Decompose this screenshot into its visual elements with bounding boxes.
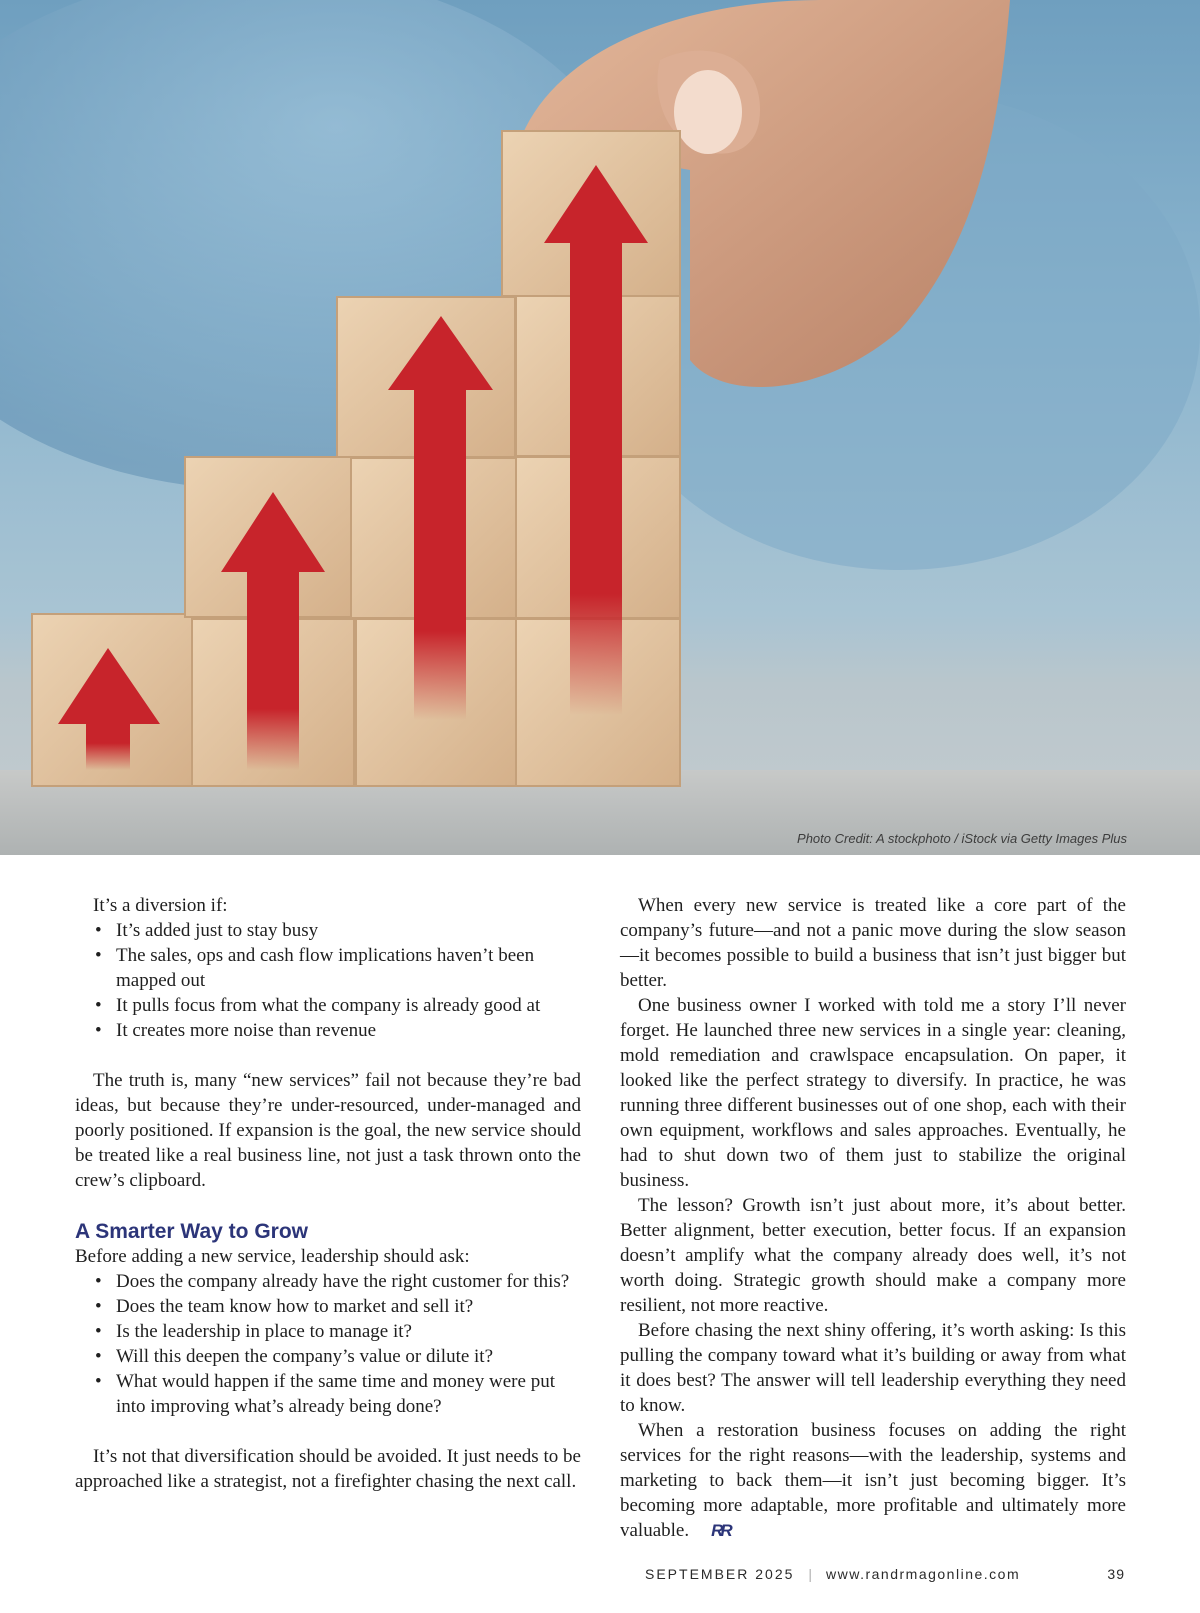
right-column — [620, 893, 1126, 1543]
rr-logo-icon: RR — [711, 1521, 730, 1540]
page-footer — [645, 1566, 1125, 1582]
left-column — [75, 893, 581, 1494]
diversion-list — [75, 918, 581, 1043]
list-item: • Does the team know how to market and sell it? — [116, 1294, 581, 1319]
block-stack-1 — [32, 614, 192, 786]
issue-date: SEPTEMBER 2025 — [645, 1566, 795, 1582]
truth-paragraph: The truth is, many “new services” fail not because they’re bad ideas, but because they’re under-resourced, under-managed and poorly positioned. If expansion is the goal, the new service should be treated like a real business line, not just a task thrown onto the crew’s clipboard. — [75, 1070, 581, 1191]
final-paragraph-text: When a restoration business focuses on adding the right services for the right reasons—with the leadership, systems and marketing to back them—it isn’t just becoming bigger. It’s becoming more adaptable, more profitable and ultimately more valuable. — [620, 1420, 1126, 1541]
body-paragraph: Before chasing the next shiny offering, it’s worth asking: Is this pulling the company toward what it’s building or away from what it does best? The answer will tell leadership everything they need to know. — [620, 1320, 1126, 1416]
block-stack-2 — [185, 457, 354, 786]
list-item: • Will this deepen the company’s value or dilute it? — [116, 1344, 581, 1369]
ask-list — [75, 1269, 581, 1419]
diversion-intro: It’s a diversion if: — [93, 895, 228, 916]
page-number: 39 — [1107, 1566, 1125, 1582]
body-paragraph: The lesson? Growth isn’t just about more, it’s about better. Better alignment, better execution, better focus. If an expansion doesn’t amplify what the company already does well, it’s not worth doing. Strategic growth should make a company more resilient, not more reactive. — [620, 1195, 1126, 1316]
block-stack-3 — [337, 297, 516, 786]
list-item: • What would happen if the same time and money were put into improving what’s already being done? — [116, 1369, 581, 1419]
list-item: • It pulls focus from what the company is already good at — [116, 993, 581, 1018]
ask-intro: Before adding a new service, leadership should ask: — [75, 1246, 470, 1267]
block-stack-4 — [502, 131, 680, 786]
list-item: • It’s added just to stay busy — [116, 918, 581, 943]
final-paragraph — [620, 1418, 1126, 1543]
body-paragraph: When every new service is treated like a core part of the company’s future—and not a panic move during the slow season—it becomes possible to build a business that isn’t just bigger but better. — [620, 895, 1126, 991]
list-item: • The sales, ops and cash flow implications haven’t been mapped out — [116, 943, 581, 993]
list-item: • Is the leadership in place to manage it? — [116, 1319, 581, 1344]
footer-separator: | — [808, 1566, 813, 1582]
list-item: • It creates more noise than revenue — [116, 1018, 581, 1043]
body-paragraph: One business owner I worked with told me a story I’ll never forget. He launched three new services in a single year: cleaning, mold remediation and crawlspace encapsulation. On paper, it looked like the perfect strategy to diversify. In practice, he was running three different businesses out of one shop, each with their own equipment, workflows and sales approaches. Eventually, he had to shut down two of them just to stabilize the original business. — [620, 995, 1126, 1191]
website-link[interactable]: www.randrmagonline.com — [826, 1566, 1021, 1582]
photo-credit: Photo Credit: A stockphoto / iStock via Getty Images Plus — [797, 831, 1127, 846]
closing-paragraph: It’s not that diversification should be avoided. It just needs to be approached like a strategist, not a firefighter chasing the next call. — [75, 1446, 581, 1492]
section-heading: A Smarter Way to Grow — [75, 1220, 308, 1243]
list-item: • Does the company already have the right customer for this? — [116, 1269, 581, 1294]
